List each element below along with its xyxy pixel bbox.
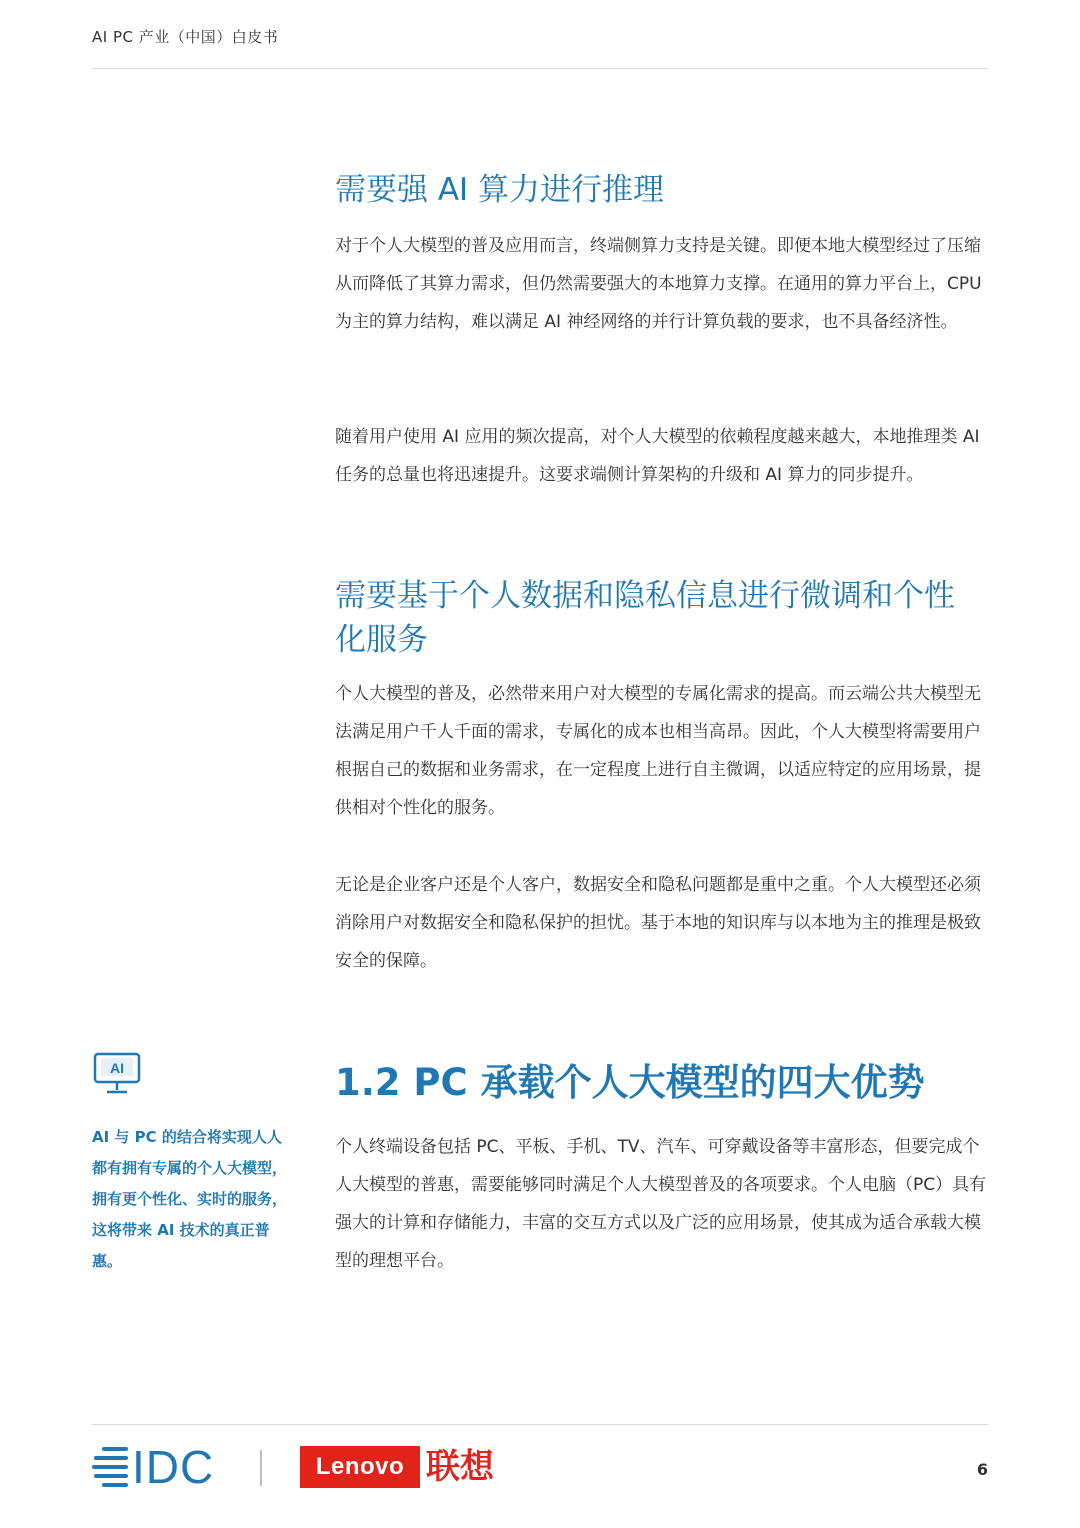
footer-divider [92,1424,988,1425]
section-heading-pc-advantages: 1.2 PC 承载个人大模型的四大优势 [335,1061,925,1104]
ai-computer-icon [93,1052,141,1096]
sidebar-callout: AI 与 PC 的结合将实现人人都有拥有专属的个人大模型，拥有更个性化、实时的服务，这将带来 AI 技术的真正普惠。 [92,1128,288,1270]
section-heading-personalization: 需要基于个人数据和隐私信息进行微调和个性化服务 [335,578,955,658]
icon-label: AI [110,1060,124,1076]
header-divider [92,68,988,69]
paragraph: 个人大模型的普及，必然带来用户对大模型的专属化需求的提高。而云端公共大模型无法满足用户千人千面的需求，专属化的成本也相当高昂。因此，个人大模型将需要用户根据自己的数据和业务需求，在一定程度上进行自主微调，以适应特定的应用场景，提供相对个性化的服务。 [335,684,981,818]
lenovo-chinese-logo: 联想 [426,1447,494,1487]
idc-logo [92,1441,215,1493]
logo-divider [260,1450,262,1486]
idc-logo-text: IDC [132,1441,215,1493]
paragraph: 个人终端设备包括 PC、平板、手机、TV、汽车、可穿戴设备等丰富形态，但要完成个人大模型的普惠，需要能够同时满足个人大模型普及的各项要求。个人电脑（PC）具有强大的计算和存储能力，丰富的交互方式以及广泛的应用场景，使其成为适合承载大模型的理想平台。 [335,1137,987,1271]
paragraph: 无论是企业客户还是个人客户，数据安全和隐私问题都是重中之重。个人大模型还必须消除用户对数据安全和隐私保护的担忧。基于本地的知识库与以本地为主的推理是极致安全的保障。 [335,875,981,971]
document-title: AI PC 产业（中国）白皮书 [92,28,279,46]
paragraph: 对于个人大模型的普及应用而言，终端侧算力支持是关键。即便本地大模型经过了压缩从而降低了其算力需求，但仍然需要强大的本地算力支撑。在通用的算力平台上，CPU 为主的算力结构，难以满足 AI 神经网络的并行计算负载的要求，也不具备经济性。 [335,236,982,332]
lenovo-logo: Lenovo [300,1446,420,1488]
idc-lines-icon [92,1447,128,1487]
page-number: 6 [976,1460,988,1479]
section-heading-ai-compute: 需要强 AI 算力进行推理 [335,172,665,208]
paragraph: 随着用户使用 AI 应用的频次提高，对个人大模型的依赖程度越来越大，本地推理类 AI 任务的总量也将迅速提升。这要求端侧计算架构的升级和 AI 算力的同步提升。 [335,427,980,485]
